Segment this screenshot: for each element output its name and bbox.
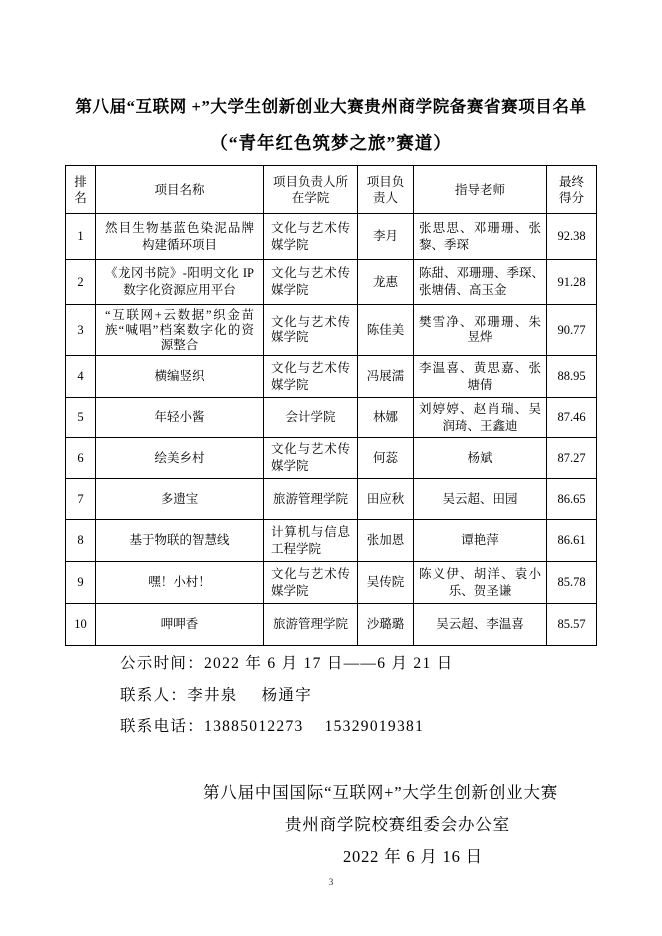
advisors-text: 陈义伊、胡洋、袁小 (419, 566, 541, 581)
advisors-text: 润琦、王鑫迪 (442, 418, 518, 433)
project-text: 嘿！小村！ (148, 575, 211, 589)
leader-cell (358, 604, 414, 646)
rank-cell (66, 214, 96, 260)
college-cell (264, 438, 358, 479)
advisors-text: 吴云超、李温喜 (436, 617, 524, 631)
header-project (96, 166, 264, 214)
leader-cell (358, 398, 414, 438)
project-text: 数字化资源应用平台 (123, 283, 236, 297)
college-text: 媒学院 (271, 330, 309, 344)
score-cell (547, 260, 597, 305)
header-score-text: 得分 (558, 190, 584, 205)
header-advisors (414, 166, 547, 214)
score-text: 87.27 (557, 450, 586, 465)
advisors-cell (414, 305, 547, 356)
project-cell (96, 305, 264, 356)
college-text: 媒学院 (271, 583, 309, 598)
table-row (66, 520, 597, 562)
header-college (264, 166, 358, 214)
college-text: 文化与艺术传 (271, 315, 350, 329)
notice-contact (120, 680, 454, 712)
score-text: 88.95 (557, 369, 586, 383)
score-cell (547, 305, 597, 356)
project-cell (96, 438, 264, 479)
rank-cell (66, 604, 96, 646)
table-row (66, 604, 597, 646)
rank-cell (66, 479, 96, 520)
project-text: 横编竖织 (154, 369, 205, 383)
leader-text: 李月 (372, 229, 398, 243)
document-title: 第八届“互联网 +”大学生创新创业大赛贵州商学院备赛省赛项目名单 (75, 97, 587, 116)
advisors-cell (414, 398, 547, 438)
college-text: 文化与艺术传 (271, 360, 350, 375)
contact-label: 联系人： (120, 686, 188, 704)
table-row (66, 305, 597, 356)
table-header-row (66, 166, 597, 214)
phone-number: 15329019381 (324, 718, 425, 735)
project-cell (96, 398, 264, 438)
score-text: 85.78 (557, 575, 586, 589)
advisors-cell (414, 214, 547, 260)
table-row (66, 398, 597, 438)
score-cell (547, 479, 597, 520)
rank-cell (66, 305, 96, 356)
header-leader-text: 责人 (372, 190, 398, 205)
score-cell (547, 214, 597, 260)
project-cell (96, 356, 264, 398)
leader-text: 冯展濡 (366, 369, 405, 383)
advisors-text: 杨斌 (467, 450, 493, 465)
score-cell (547, 604, 597, 646)
leader-cell (358, 305, 414, 356)
signature-date: 2022 年 6 月 16 日 (343, 847, 483, 866)
rank-cell (66, 520, 96, 562)
score-text: 86.65 (557, 491, 586, 506)
rank-cell (66, 438, 96, 479)
leader-text: 田应秋 (366, 491, 405, 506)
leader-cell (358, 214, 414, 260)
leader-cell (358, 260, 414, 305)
header-college-text: 在学院 (291, 190, 330, 205)
college-text: 媒学院 (271, 283, 309, 297)
phone-label: 联系电话： (120, 718, 205, 735)
advisors-text: 昱烨 (467, 330, 493, 344)
project-text: 基于物联的智慧线 (129, 533, 230, 547)
table-row (66, 356, 597, 398)
project-text: 族“喊唱”档案数字化的资 (105, 322, 254, 337)
contact-name: 杨通宇 (261, 686, 313, 704)
college-cell (264, 260, 358, 305)
advisors-text: 黎、季琛 (419, 237, 470, 252)
college-cell (264, 305, 358, 356)
score-cell (547, 562, 597, 604)
advisors-text: 李温喜、黄思嘉、张 (419, 360, 541, 375)
organizer-office: 贵州商学院校赛组委会办公室 (285, 815, 510, 834)
header-score (547, 166, 597, 214)
advisors-text: 樊雪净、邓珊珊、朱 (419, 315, 541, 329)
score-cell (547, 520, 597, 562)
college-text: 文化与艺术传 (271, 266, 350, 280)
header-project-text: 项目名称 (154, 182, 205, 197)
advisors-cell (414, 604, 547, 646)
score-cell (547, 398, 597, 438)
header-score-text: 最终 (558, 174, 584, 189)
notice-block (120, 648, 454, 743)
advisors-cell (414, 520, 547, 562)
advisors-cell (414, 562, 547, 604)
leader-text: 张加恩 (366, 533, 405, 547)
advisors-cell (414, 260, 547, 305)
college-text: 文化与艺术传 (271, 220, 350, 235)
project-text: 多遗宝 (160, 491, 199, 506)
score-text: 92.38 (557, 229, 586, 243)
project-cell (96, 520, 264, 562)
phone-number: 13885012273 (204, 718, 304, 735)
score-cell (547, 356, 597, 398)
project-text: 然目生物基蓝色染泥品牌 (105, 220, 254, 235)
table-row (66, 479, 597, 520)
document-subtitle: （“青年红色筑梦之旅”赛道） (210, 133, 452, 153)
leader-cell (358, 479, 414, 520)
leader-cell (358, 438, 414, 479)
project-text: 源整合 (160, 337, 199, 352)
college-text: 媒学院 (271, 459, 309, 473)
college-cell (264, 604, 358, 646)
project-text: “互联网+云数据”织金苗 (105, 307, 254, 322)
college-cell (264, 562, 358, 604)
rank-text: 5 (77, 410, 84, 424)
rank-cell (66, 398, 96, 438)
header-advisors-text: 指导老师 (454, 182, 505, 197)
college-cell (264, 214, 358, 260)
project-cell (96, 479, 264, 520)
header-leader-text: 项目负 (366, 174, 405, 189)
advisors-text: 吴云超、田园 (442, 491, 518, 506)
college-cell (264, 520, 358, 562)
rank-text: 9 (77, 575, 84, 589)
rank-text: 3 (77, 322, 84, 337)
college-text: 媒学院 (271, 377, 309, 392)
advisors-cell (414, 438, 547, 479)
header-rank-text: 名 (74, 190, 87, 205)
table-header (66, 166, 597, 214)
rank-cell (66, 562, 96, 604)
leader-text: 陈佳美 (366, 322, 405, 337)
page-number: 3 (328, 877, 334, 887)
rank-cell (66, 356, 96, 398)
header-leader (358, 166, 414, 214)
leader-text: 沙璐璐 (366, 617, 405, 631)
table-row (66, 562, 597, 604)
advisors-text: 谭艳萍 (461, 533, 499, 547)
leader-cell (358, 356, 414, 398)
rank-text: 7 (77, 491, 84, 506)
organizer-name: 第八届中国国际“互联网+”大学生创新创业大赛 (203, 783, 559, 802)
project-cell (96, 604, 264, 646)
college-text: 会计学院 (285, 410, 336, 424)
leader-cell (358, 562, 414, 604)
rank-text: 10 (74, 617, 87, 631)
rank-text: 8 (77, 533, 84, 547)
rank-text: 1 (77, 229, 84, 243)
score-cell (547, 438, 597, 479)
project-text: 呷呷香 (160, 617, 199, 631)
contact-name: 李井泉 (187, 686, 238, 704)
rank-text: 4 (77, 369, 84, 383)
project-text: 构建循环项目 (141, 237, 217, 252)
advisors-text: 张思思、邓珊珊、张 (419, 220, 541, 235)
advisors-text: 乐、贺圣谦 (448, 583, 512, 598)
leader-text: 龙惠 (372, 274, 398, 289)
project-text: 年轻小酱 (154, 410, 205, 424)
leader-text: 何蕊 (372, 450, 398, 465)
college-text: 工程学院 (271, 541, 322, 556)
score-text: 85.57 (557, 617, 586, 631)
project-ranking-table (65, 165, 597, 646)
college-cell (264, 398, 358, 438)
table-row (66, 214, 597, 260)
advisors-cell (414, 356, 547, 398)
table-body (66, 214, 597, 646)
project-text: 绘美乡村 (154, 450, 205, 465)
leader-cell (358, 520, 414, 562)
college-text: 旅游管理学院 (272, 617, 348, 631)
project-cell (96, 214, 264, 260)
college-cell (264, 356, 358, 398)
score-text: 86.61 (557, 533, 586, 547)
rank-text: 2 (77, 274, 84, 289)
leader-text: 林娜 (372, 410, 398, 424)
project-cell (96, 562, 264, 604)
advisors-text: 陈甜、邓珊珊、季琛、 (419, 266, 545, 280)
advisors-text: 刘婷婷、赵肖瑞、吴 (419, 401, 541, 416)
score-text: 91.28 (557, 274, 586, 289)
table-row (66, 260, 597, 305)
notice-time: 公示时间：2022 年 6 月 17 日——6 月 21 日 (120, 655, 454, 672)
college-text: 文化与艺术传 (271, 442, 350, 456)
project-cell (96, 260, 264, 305)
table-row (66, 438, 597, 479)
notice-phone (120, 711, 454, 743)
college-text: 文化与艺术传 (271, 566, 350, 581)
college-cell (264, 479, 358, 520)
advisors-text: 塘倩 (467, 377, 493, 392)
college-text: 媒学院 (271, 237, 309, 252)
leader-text: 吴传院 (366, 575, 405, 589)
score-text: 90.77 (557, 322, 586, 337)
rank-cell (66, 260, 96, 305)
header-rank-text: 排 (74, 174, 87, 189)
header-rank (66, 166, 96, 214)
score-text: 87.46 (557, 410, 586, 424)
header-college-text: 项目负责人所 (272, 174, 348, 189)
advisors-cell (414, 479, 547, 520)
project-text: 《龙冈书院》-阳明文化 IP (105, 266, 254, 280)
college-text: 旅游管理学院 (272, 491, 348, 506)
rank-text: 6 (77, 450, 84, 465)
advisors-text: 张塘倩、高玉金 (419, 283, 507, 297)
college-text: 计算机与信息 (271, 524, 350, 539)
